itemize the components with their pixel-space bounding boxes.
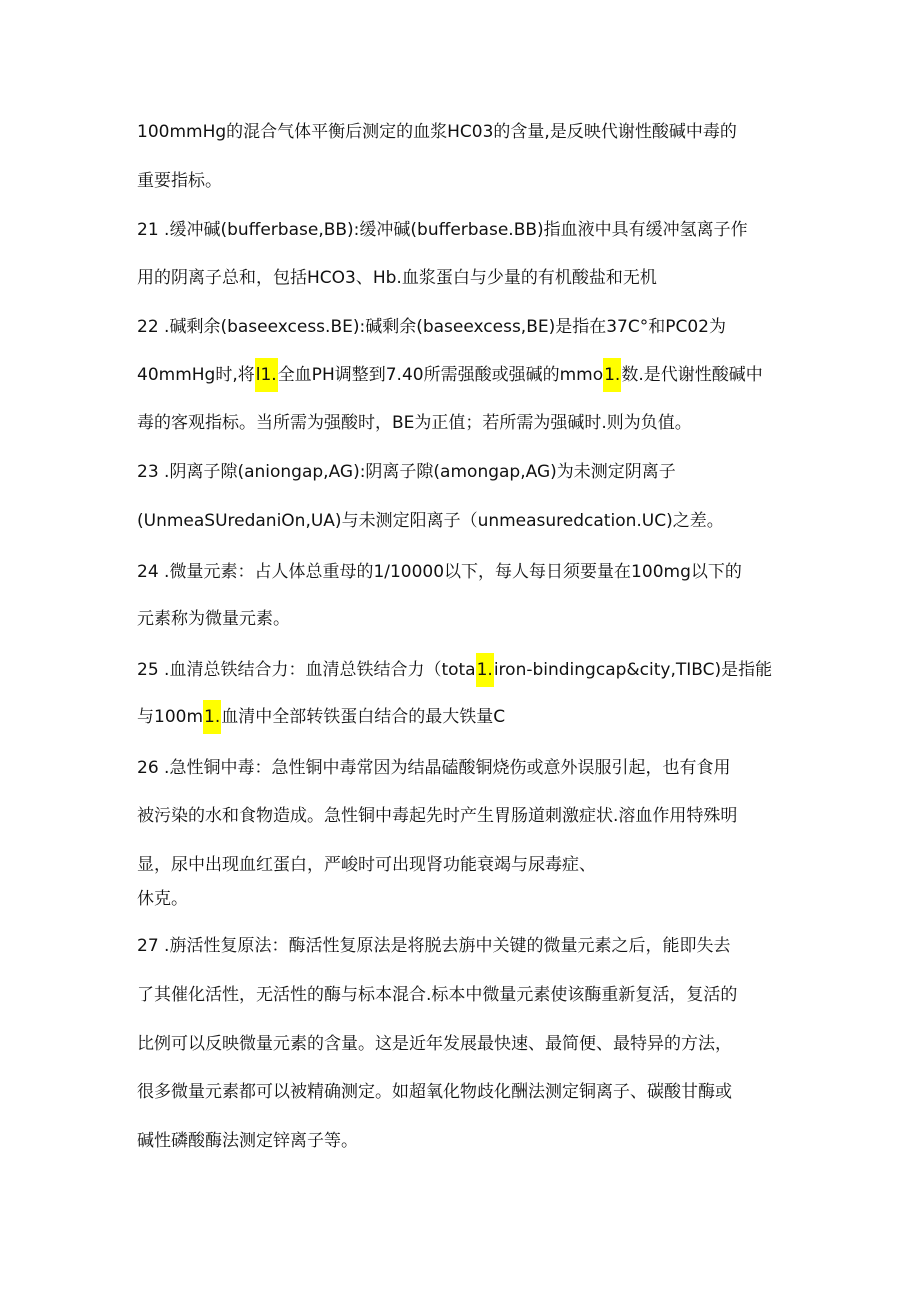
- text-line: [137, 658, 772, 682]
- text-segment: 全血PH调整到7.40所需强酸或强碱的mmo: [277, 365, 604, 385]
- text-line: 26 .急性铜中毒：急性铜中毒常因为结晶磕酸铜烧伤或意外误服引起，也有食用: [137, 758, 731, 778]
- highlight-mark: l1.: [255, 358, 278, 392]
- text-line: 22 .碱剩余(baseexcess.BE):碱剩余(baseexcess,BE)是指在37C°和PC02为: [137, 317, 726, 337]
- text-line: [137, 363, 763, 387]
- text-line: 21 .缓冲碱(bufferbase,BB):缓冲碱(bufferbase.BB)指血液中具有缓冲氢离子作: [137, 220, 748, 240]
- highlight-mark: 1.: [603, 358, 621, 392]
- text-segment: 25 .血清总铁结合力：血清总铁结合力（tota: [137, 660, 476, 680]
- text-line: 23 .阴离子隙(aniongap,AG):阴离子隙(amongap,AG)为未测定阴离子: [137, 462, 676, 482]
- text-line: 被污染的水和食物造成。急性铜中毒起先时产生胃肠道刺激症状.溶血作用特殊明: [137, 806, 738, 826]
- text-line: 比例可以反映微量元素的含量。这是近年发展最快速、最简便、最特异的方法，: [137, 1034, 732, 1054]
- text-line: (UnmeaSUredaniOn,UA)与未测定阳离子（unmeasuredcation.UC)之差。: [137, 511, 724, 531]
- text-line: 碱性磷酸酶法测定锌离子等。: [137, 1131, 358, 1151]
- text-line: 元素称为微量元素。: [137, 609, 290, 629]
- text-line: 100mmHg的混合气体平衡后测定的血浆HC03的含量,是反映代谢性酸碱中毒的: [137, 122, 737, 142]
- text-line: 重要指标。: [137, 171, 222, 191]
- text-line: 用的阴离子总和，包括HCO3、Hb.血浆蛋白与少量的有机酸盐和无机: [137, 268, 657, 288]
- highlight-mark: 1.: [203, 700, 221, 734]
- text-segment: 与100m: [137, 707, 204, 727]
- text-line: 休克。: [137, 889, 188, 909]
- text-line: 了其催化活性，无活性的酶与标本混合.标本中微量元素使该酶重新复活，复活的: [137, 985, 738, 1005]
- text-segment: 血清中全部转铁蛋白结合的最大铁量C: [221, 707, 506, 727]
- text-segment: iron-bindingcap&city,TIBC)是指能: [493, 660, 773, 680]
- text-line: [137, 705, 505, 729]
- text-line: 显，尿中出现血红蛋白，严峻时可出现肾功能衰竭与尿毒症、: [137, 855, 596, 875]
- text-line: 24 .微量元素：占人体总重母的1/10000以下，每人每日须要量在100mg以下的: [137, 562, 742, 582]
- text-line: 毒的客观指标。当所需为强酸时，BE为正值；若所需为强碱时.则为负值。: [137, 413, 692, 433]
- highlight-mark: 1.: [476, 653, 494, 687]
- text-line: 很多微量元素都可以被精确测定。如超氧化物歧化酬法测定铜离子、碳酸甘酶或: [137, 1082, 732, 1102]
- text-segment: 数.是代谢性酸碱中: [621, 365, 763, 385]
- text-segment: 40mmHg时,将: [137, 365, 255, 385]
- text-line: 27 .旃活性复原法：酶活性复原法是将脱去旃中关键的微量元素之后，能即失去: [137, 936, 731, 956]
